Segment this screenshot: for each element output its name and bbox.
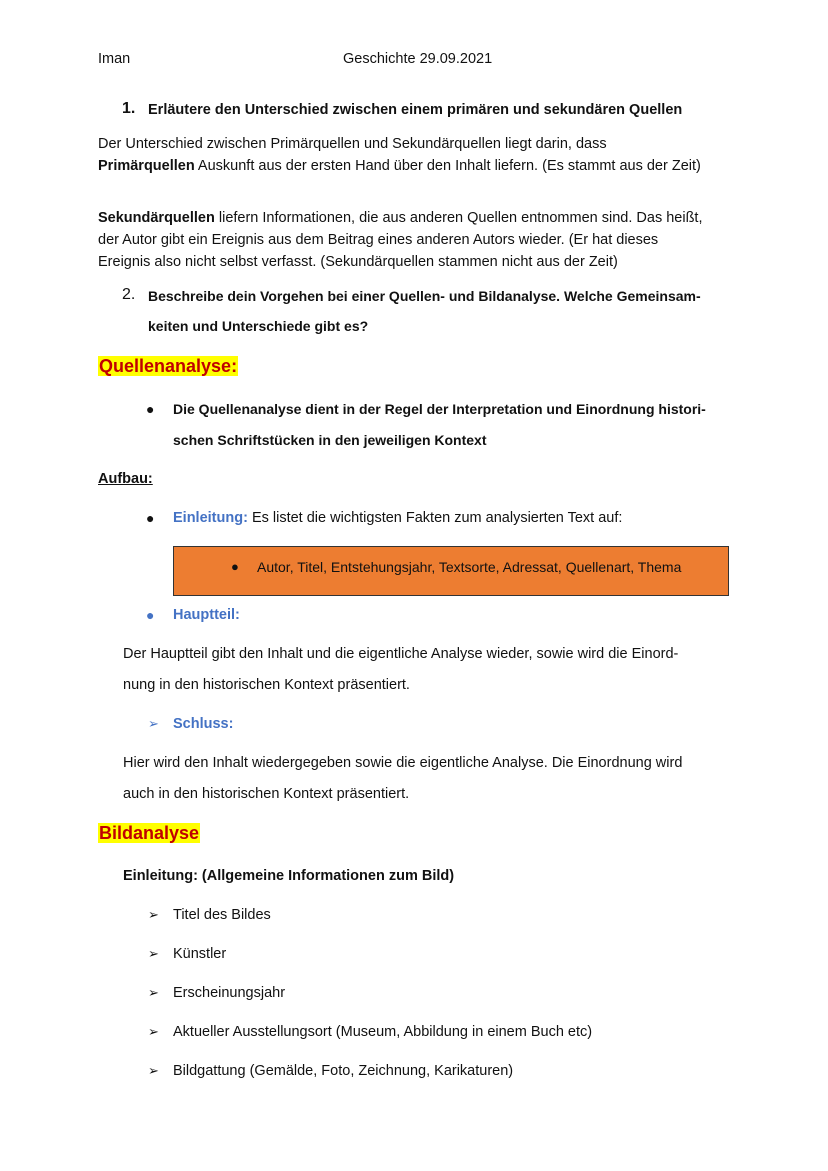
header-title: Geschichte 29.09.2021	[343, 51, 493, 67]
quellen-bullet-line1: Die Quellenanalyse dient in der Regel der Interpretation und Einordnung histori-	[173, 401, 706, 417]
arrow-icon: ➢	[148, 1024, 159, 1039]
q1-p1-rest: Auskunft aus der ersten Hand über den Inhalt liefern. (Es stammt aus der Zeit)	[194, 158, 701, 174]
arrow-icon: ➢	[148, 716, 159, 731]
arrow-icon: ➢	[148, 907, 159, 922]
bild-item: Künstler	[173, 946, 227, 962]
facts-box	[173, 546, 729, 596]
hauptteil-label: Hauptteil:	[173, 607, 240, 623]
hauptteil-line1: Der Hauptteil gibt den Inhalt und die eigentliche Analyse wieder, sowie wird die Einord-	[123, 646, 679, 662]
q2-line1: Beschreibe dein Vorgehen bei einer Quellen- und Bildanalyse. Welche Gemeinsam-	[148, 288, 701, 304]
q1-p2-rest: liefern Informationen, die aus anderen Quellen entnommen sind. Das heißt, der Autor gibt ein Ereignis aus dem Beitrag eines anderen Autors wieder. (Er hat dieses Ereignis also nicht selbst verfasst. (Sekundärquellen stammen nicht aus der Zeit)	[98, 210, 703, 270]
hauptteil-line2: nung in den historischen Kontext präsentiert.	[123, 677, 410, 693]
q2-number: 2.	[122, 286, 136, 303]
bild-heading: Bildanalyse	[99, 823, 200, 843]
schluss-line1: Hier wird den Inhalt wiedergegeben sowie die eigentliche Analyse. Die Einordnung wird	[123, 755, 683, 771]
einleitung-text: Es listet die wichtigsten Fakten zum analysierten Text auf:	[247, 510, 623, 526]
bild-item: Titel des Bildes	[173, 907, 271, 923]
bullet-dot: ●	[146, 401, 155, 417]
q1-p2-bold: Sekundärquellen	[98, 210, 215, 226]
arrow-icon: ➢	[148, 946, 159, 961]
q1-p1-intro: Der Unterschied zwischen Primärquellen und Sekundärquellen liegt darin, dass	[98, 136, 607, 152]
arrow-icon: ➢	[148, 985, 159, 1000]
aufbau-label: Aufbau:	[98, 471, 153, 487]
quellen-heading: Quellenanalyse:	[99, 356, 238, 376]
einleitung-label: Einleitung:	[173, 510, 248, 526]
bild-item: Aktueller Ausstellungsort (Museum, Abbildung in einem Buch etc)	[173, 1024, 593, 1040]
bullet-dot: ●	[231, 559, 239, 574]
q1-question: Erläutere den Unterschied zwischen einem primären und sekundären Quellen	[148, 102, 683, 118]
bullet-dot: ●	[146, 510, 155, 526]
bild-item: Erscheinungsjahr	[173, 985, 286, 1001]
facts-box-text: Autor, Titel, Entstehungsjahr, Textsorte, Adressat, Quellenart, Thema	[257, 559, 682, 575]
schluss-line2: auch in den historischen Kontext präsentiert.	[123, 786, 410, 802]
einleitung-line	[173, 510, 622, 526]
q1-paragraph-1	[98, 133, 708, 177]
q1-p1-bold: Primärquellen	[98, 158, 195, 174]
header-author: Iman	[98, 51, 131, 67]
bild-einleitung: Einleitung: (Allgemeine Informationen zum Bild)	[123, 868, 455, 884]
quellen-bullet-line2: schen Schriftstücken in den jeweiligen Kontext	[173, 432, 487, 448]
q2-line2: keiten und Unterschiede gibt es?	[148, 318, 369, 334]
schluss-label: Schluss:	[173, 716, 234, 732]
q1-number: 1.	[122, 100, 136, 117]
bild-item: Bildgattung (Gemälde, Foto, Zeichnung, Karikaturen)	[173, 1063, 514, 1079]
q1-paragraph-2	[98, 207, 704, 273]
arrow-icon: ➢	[148, 1063, 159, 1078]
bullet-dot: ●	[146, 607, 155, 623]
